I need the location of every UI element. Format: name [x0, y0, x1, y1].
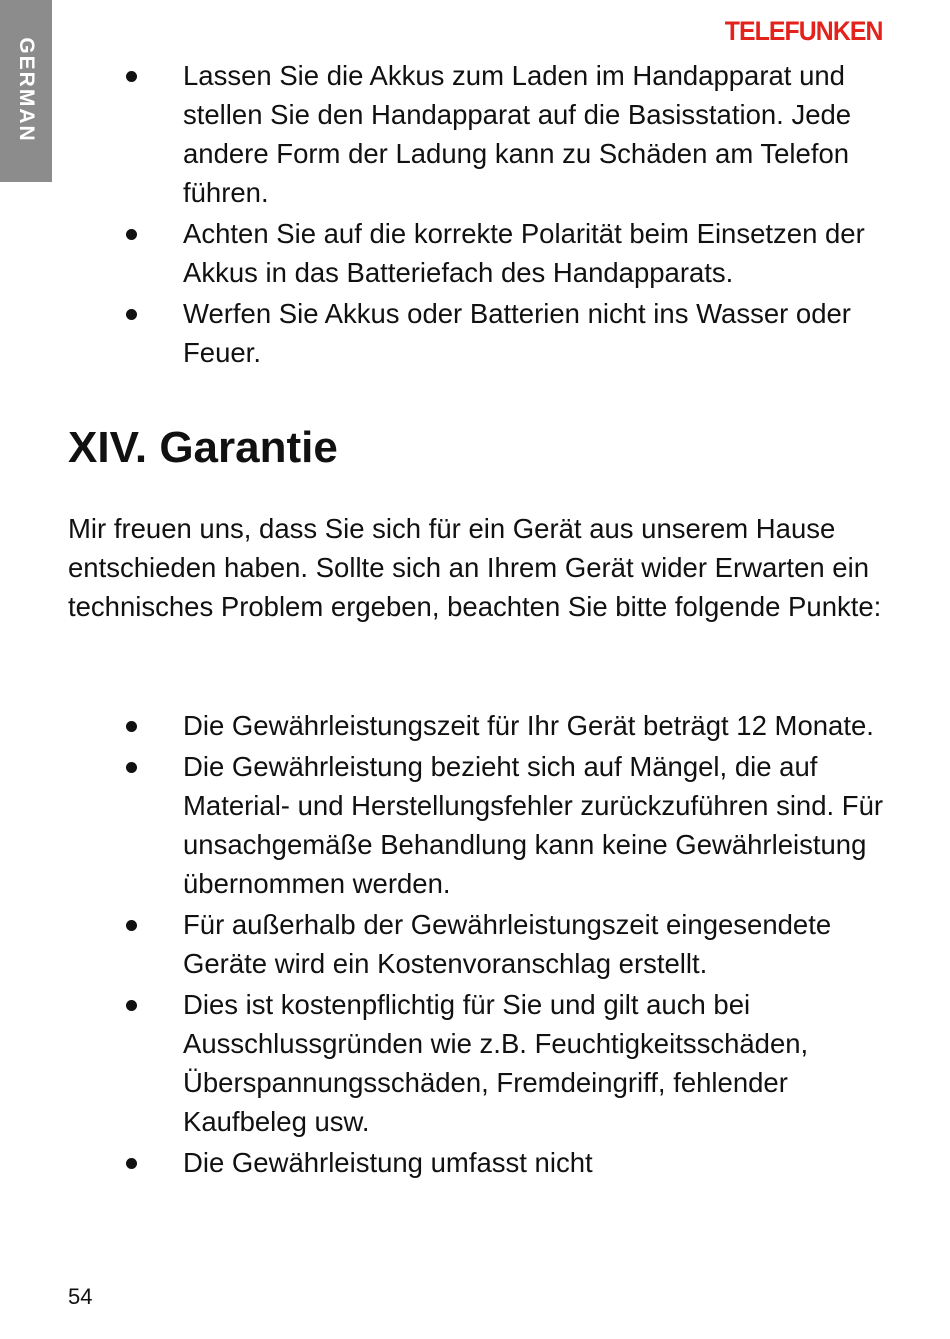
list-item [0, 1143, 950, 1182]
list-item-text: Dies ist kostenpflichtig für Sie und gilt auch bei Ausschlussgründen wie z.B. Feuchtigkeitsschäden, Überspannungsschäden, Fremdeingriff, fehlender Kaufbeleg usw. [183, 989, 809, 1137]
warranty-bullet-list [0, 706, 950, 1184]
bullet-icon [126, 920, 137, 931]
list-item [0, 56, 950, 212]
list-item-text: Die Gewährleistung umfasst nicht [183, 1147, 593, 1178]
bullet-icon [126, 762, 137, 773]
telefunken-logo: TELEFUNKEN [724, 16, 882, 46]
bullet-icon [126, 1000, 137, 1011]
list-item [0, 985, 950, 1141]
list-item [0, 294, 950, 372]
list-item-text: Die Gewährleistungszeit für Ihr Gerät beträgt 12 Monate. [183, 710, 874, 741]
page-number: 54 [68, 1284, 93, 1309]
list-item-text: Achten Sie auf die korrekte Polarität beim Einsetzen der Akkus in das Batteriefach des Handapparats. [183, 218, 865, 288]
bullet-icon [126, 71, 137, 82]
list-item [0, 214, 950, 292]
list-item-text: Die Gewährleistung bezieht sich auf Mängel, die auf Material- und Herstellungsfehler zurückzuführen sind. Für unsachgemäße Behandlung kann keine Gewährleistung übernommen werden. [183, 751, 884, 899]
bullet-icon [126, 229, 137, 240]
list-item-text: Für außerhalb der Gewährleistungszeit eingesendete Geräte wird ein Kostenvoranschlag erstellt. [183, 909, 832, 979]
bullet-icon [126, 721, 137, 732]
list-item-text: Lassen Sie die Akkus zum Laden im Handapparat und stellen Sie den Handapparat auf die Basisstation. Jede andere Form der Ladung kann zu Schäden am Telefon führen. [183, 60, 852, 208]
top-bullet-list [0, 56, 950, 374]
list-item [0, 706, 950, 745]
list-item [0, 905, 950, 983]
list-item-text: Werfen Sie Akkus oder Batterien nicht ins Wasser oder Feuer. [183, 298, 851, 368]
language-tab-label: GERMAN [15, 37, 38, 143]
intro-paragraph: Mir freuen uns, dass Sie sich für ein Gerät aus unserem Hause entschieden haben. Sollte sich an Ihrem Gerät wider Erwarten ein technisches Problem ergeben, beachten Sie bitte folgende Punkte: [68, 513, 882, 622]
list-item [0, 747, 950, 903]
bullet-icon [126, 1158, 137, 1169]
bullet-icon [126, 309, 137, 320]
section-heading: XIV. Garantie [68, 423, 338, 472]
